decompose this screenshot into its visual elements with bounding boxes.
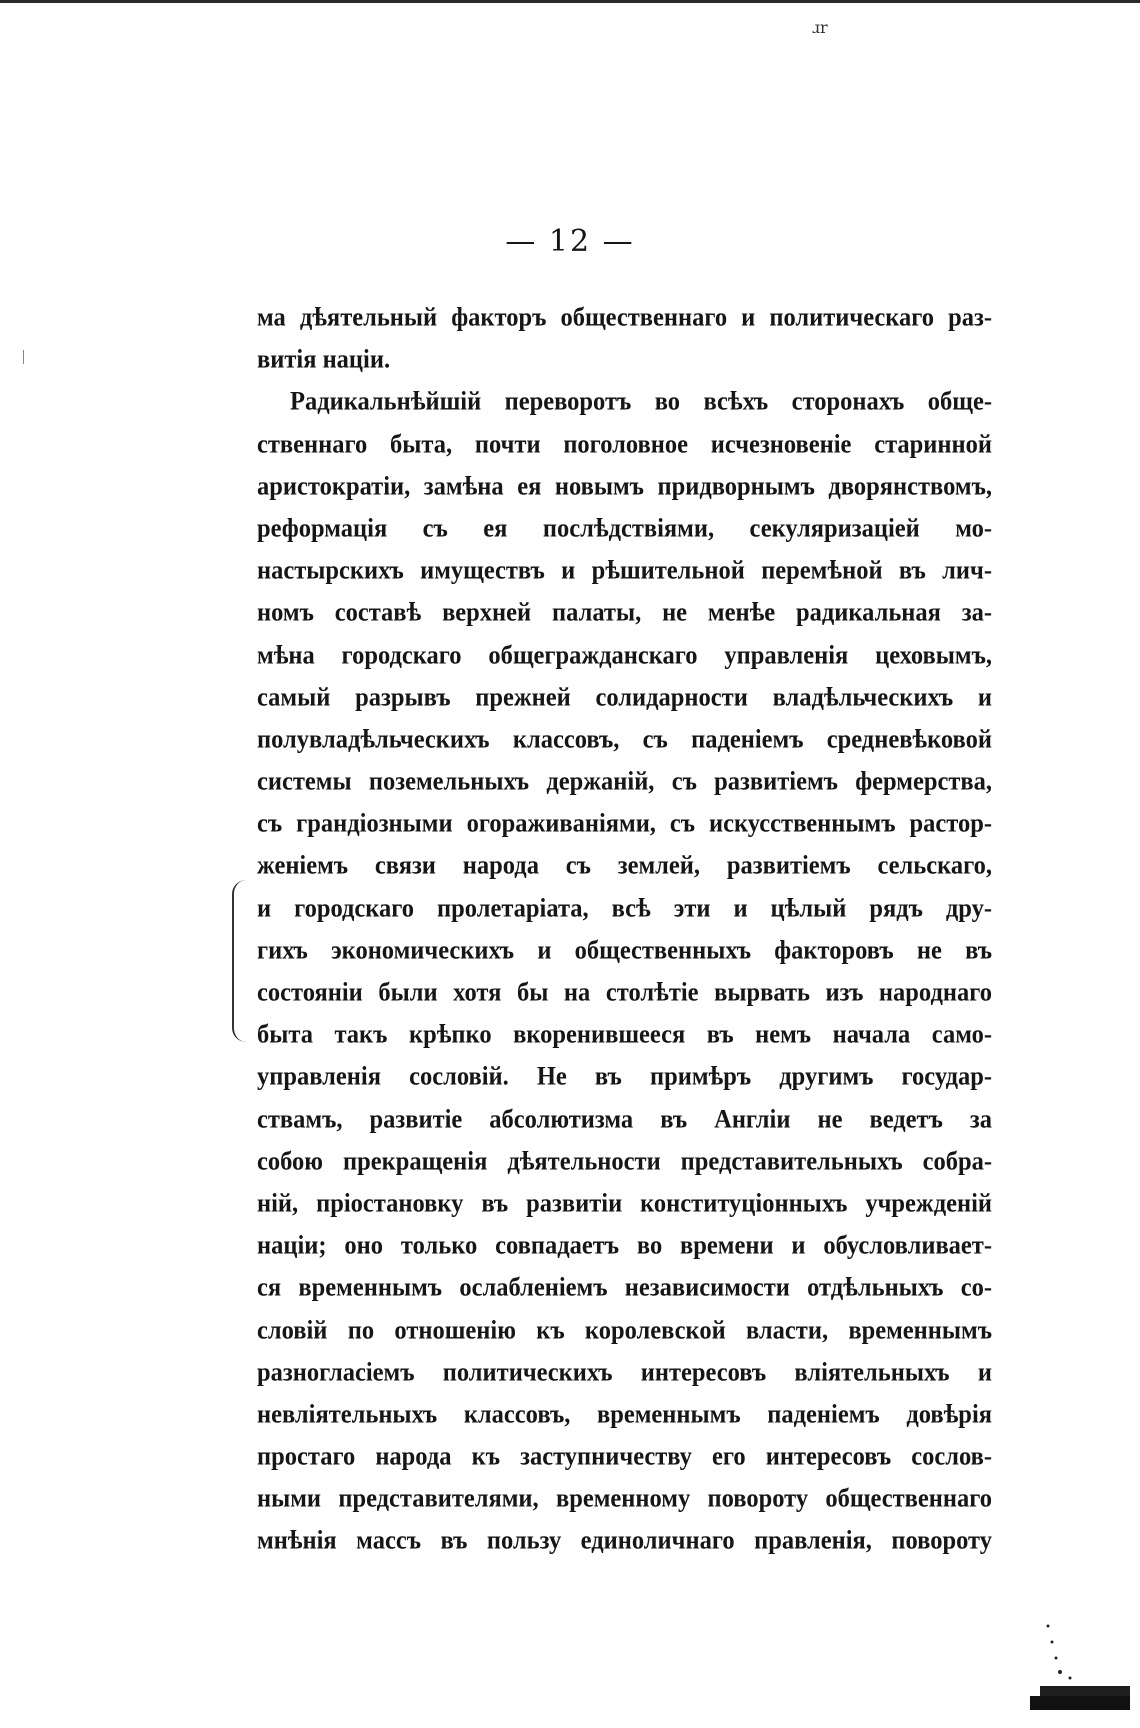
- text-line: націи; оно только совпадаетъ во времени и обусловливает-: [257, 1230, 992, 1261]
- text-line: настырскихъ имуществъ и рѣшительной перемѣной въ лич-: [257, 555, 992, 586]
- text-line: мѣна городскаго общегражданскаго управленія цеховымъ,: [257, 640, 992, 670]
- left-margin-mark: [23, 350, 24, 364]
- text-line: и городскаго пролетаріата, всѣ эти и цѣлый рядъ дру-: [257, 893, 992, 923]
- text-line: ственнаго быта, почти поголовное исчезновеніе старинной: [257, 429, 992, 459]
- text-line: номъ составѣ верхней палаты, не менѣе радикальная за-: [257, 598, 992, 628]
- text-line: разногласіемъ политическихъ интересовъ вліятельныхъ и: [257, 1357, 992, 1387]
- text-line: ся временнымъ ослабленіемъ независимости отдѣльныхъ со-: [257, 1273, 992, 1303]
- top-edge-rule: [0, 0, 1140, 3]
- text-line: состояніи были хотя бы на столѣтіе вырвать изъ народнаго: [257, 977, 992, 1008]
- text-line: витія націи.: [257, 345, 391, 375]
- text-line: самый разрывъ прежней солидарности владѣльческихъ и: [257, 682, 992, 712]
- text-line: гихъ экономическихъ и общественныхъ факторовъ не въ: [257, 935, 992, 965]
- margin-pencil-bracket: [232, 880, 252, 1042]
- text-line: системы поземельныхъ держаній, съ развитіемъ фермерства,: [257, 766, 992, 797]
- text-line: ма дѣятельный факторъ общественнаго и политическаго раз-: [257, 302, 992, 333]
- text-line: ными представителями, временному повороту общественнаго: [257, 1484, 992, 1514]
- text-line: собою прекращенія дѣятельности представительныхъ собра-: [257, 1146, 992, 1176]
- text-line: полувладѣльческихъ классовъ, съ паденіемъ средневѣковой: [257, 724, 992, 754]
- text-line: управленія сословій. Не въ примѣръ другимъ государ-: [257, 1062, 992, 1092]
- text-line: ствамъ, развитіе абсолютизма въ Англіи не ведетъ за: [257, 1104, 992, 1134]
- corner-mark: ɹr: [812, 18, 828, 37]
- scan-artifact: [1030, 1620, 1130, 1710]
- text-line: невліятельныхъ классовъ, временнымъ паденіемъ довѣрія: [257, 1399, 992, 1429]
- text-line: Радикальнѣйшій переворотъ во всѣхъ сторонахъ обще-: [290, 387, 992, 417]
- text-line: аристократіи, замѣна ея новымъ придворнымъ дворянствомъ,: [257, 471, 992, 501]
- page-number: — 12 —: [505, 224, 635, 259]
- text-line: словій по отношенію къ королевской власти, временнымъ: [257, 1315, 992, 1345]
- body-text: [257, 297, 992, 1563]
- text-line: женіемъ связи народа съ землей, развитіемъ сельскаго,: [257, 851, 992, 881]
- text-line: реформація съ ея послѣдствіями, секуляризаціей мо-: [257, 513, 992, 543]
- text-line: простаго народа къ заступничеству его интересовъ сослов-: [257, 1441, 992, 1472]
- text-line: мнѣнія массъ въ пользу единоличнаго правленія, повороту: [257, 1526, 992, 1556]
- text-line: съ грандіозными огораживаніями, съ искусственнымъ растор-: [257, 809, 992, 839]
- text-line: быта такъ крѣпко вкоренившееся въ немъ начала само-: [257, 1020, 992, 1050]
- text-line: ній, пріостановку въ развитіи конституціонныхъ учрежденій: [257, 1188, 992, 1218]
